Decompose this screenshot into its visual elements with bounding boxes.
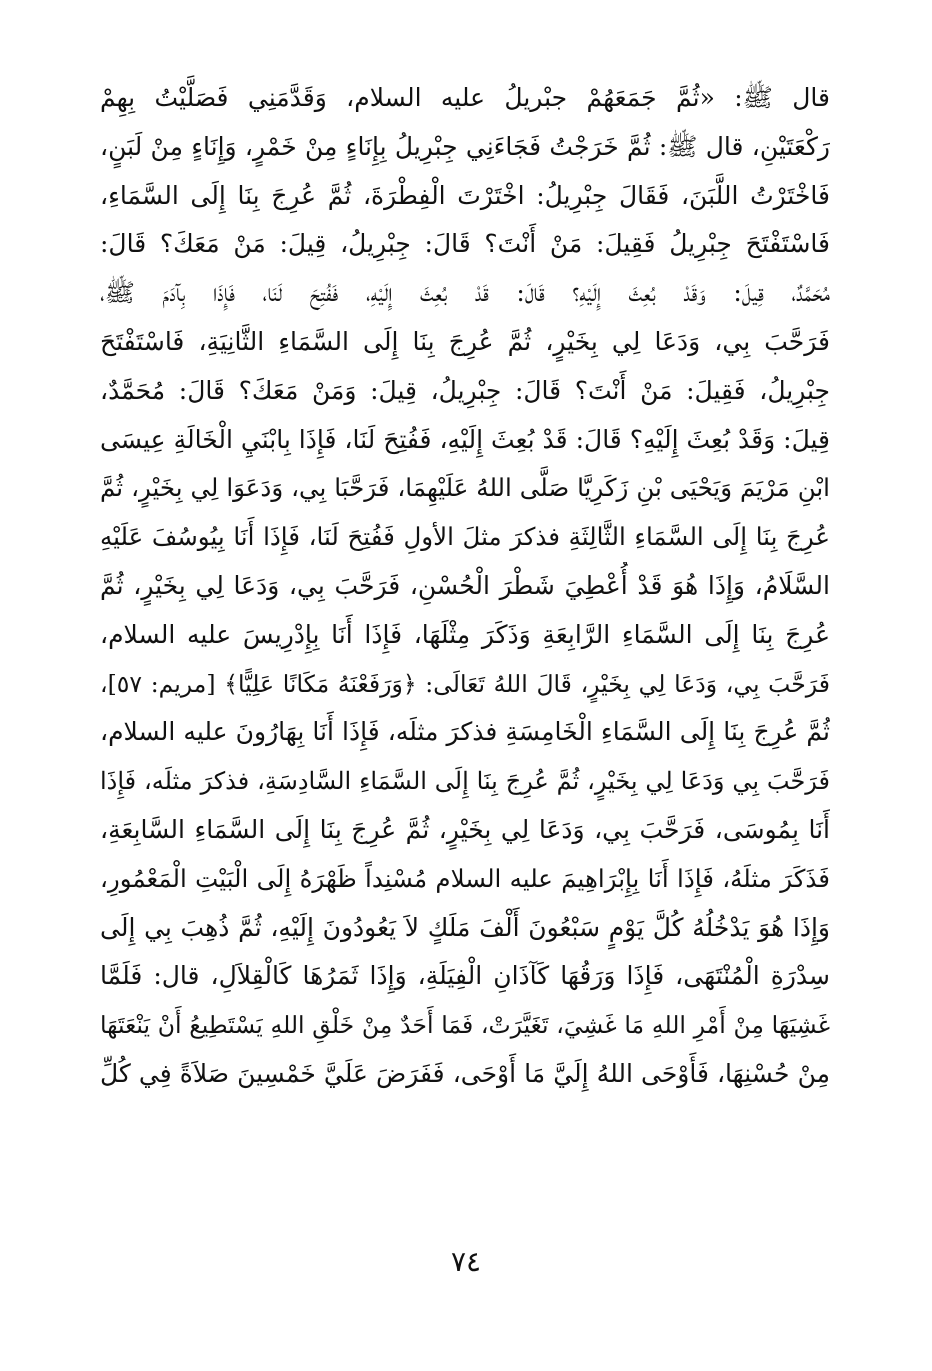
text-line: جِبْرِيلُ، فَقِيلَ: مَنْ أَنْتَ؟ قَالَ: جِبْرِيلُ، قِيلَ: وَمَنْ مَعَكَ؟ قَالَ: مُحَمَّدٌ، [100, 375, 830, 405]
text-line: فَاخْتَرْتُ اللَّبَنَ، فَقَالَ جِبْرِيلُ: اخْتَرْتَ الْفِطْرَةَ، ثُمَّ عُرِجَ بِنَا إِلَى السَّمَاءِ، [100, 180, 830, 210]
text-line: عُرِجَ بِنَا إِلَى السَّمَاءِ الرَّابِعَةِ وَذَكَرَ مِثْلَهَا، فَإِذَا أَنَا بِإِدْرِيسَ عليه السلام، [100, 619, 830, 649]
text-line: أَنَا بِمُوسَى، فَرَحَّبَ بِي، وَدَعَا لِي بِخَيْرٍ، ثُمَّ عُرِجَ بِنَا إِلَى السَّمَاءِ السَّابِعَةِ، [100, 814, 830, 844]
text-line: ابْنِ مَرْيَمَ وَيَحْيَى بْنِ زَكَرِيَّا صَلَّى اللهُ عَلَيْهِمَا، فَرَحَّبَا بِي، وَدَعَوَا لِي بِخَيْرٍ، ثُمَّ [100, 473, 830, 503]
text-line: مُحَمَّدٌ، قِيلَ: وَقَدْ بُعِثَ إِلَيْهِ؟ قَالَ: قَدْ بُعِثَ إِلَيْهِ، فَفُتِحَ لَنَا، فَإِذَا بِآدَمَ ﷺ، [100, 278, 830, 308]
text-line: رَكْعَتَيْنِ، قال ﷺ: ثُمَّ خَرَجْتُ فَجَاءَنِي جِبْرِيلُ بِإِنَاءٍ مِنْ خَمْرٍ، وَإِنَاءٍ مِنْ لَبَنٍ، [100, 131, 830, 161]
text-line: السَّلَامُ، وَإِذَا هُوَ قَدْ أُعْطِيَ شَطْرَ الْحُسْنِ، فَرَحَّبَ بِي، وَدَعَا لِي بِخَيْرٍ، ثُمَّ [100, 570, 830, 600]
text-line: ثُمَّ عُرِجَ بِنَا إِلَى السَّمَاءِ الْخَامِسَةِ فذكرَ مثلَه، فَإِذَا أَنَا بِهَارُونَ عليه السلام، [100, 717, 830, 747]
text-line: فَذَكَرَ مثلَهُ، فَإِذَا أَنَا بِإِبْرَاهِيمَ عليه السلام مُسْنِداً ظَهْرَهُ إِلَى الْبَيْتِ الْمَعْمُورِ، [100, 863, 830, 893]
body-text [100, 74, 830, 1099]
text-line: وَإِذَا هُوَ يَدْخُلُهُ كُلَّ يَوْمٍ سَبْعُونَ أَلْفَ مَلَكٍ لاَ يَعُودُونَ إِلَيْهِ، ثُمَّ ذُهِبَ بِي إِلَى [100, 912, 830, 942]
text-line: قِيلَ: وَقَدْ بُعِثَ إِلَيْهِ؟ قَالَ: قَدْ بُعِثَ إِلَيْهِ، فَفُتِحَ لَنَا، فَإِذَا بِابْنَيِ الْخَالَةِ عِيسَى [100, 424, 830, 454]
text-line: سِدْرَةِ الْمُنْتَهَى، فَإِذَا وَرَقُهَا كَآذَانِ الْفِيَلَةِ، وَإِذَا ثَمَرُهَا كَالْقِلاَلِ، قال: فَلَمَّا [100, 961, 830, 991]
text-line: قال ﷺ: «ثُمَّ جَمَعَهُمْ جبْريلُ عليه السلام، وَقَدَّمَنِي فَصَلَّيْتُ بِهِمْ [100, 83, 830, 112]
text-line: فَاسْتَفْتَحَ جِبْرِيلُ فَقِيلَ: مَنْ أَنْتَ؟ قَالَ: جِبْرِيلُ، قِيلَ: مَنْ مَعَكَ؟ قَالَ: [100, 229, 830, 259]
page-number: ٧٤ [450, 1245, 482, 1278]
text-line: عُرِجَ بِنَا إِلَى السَّمَاءِ الثَّالِثَةِ فذكرَ مثلَ الأولِ فَفُتِحَ لَنَا، فَإِذَا أَنَا بِيُوسُفَ عَلَيْهِ [100, 522, 830, 552]
text-line: غَشِيَهَا مِنْ أَمْرِ اللهِ مَا غَشِيَ، تَغَيَّرَتْ، فَمَا أَحَدٌ مِنْ خَلْقِ اللهِ يَسْتَطِيعُ أَنْ يَنْعَتَهَا [100, 1011, 830, 1040]
text-line: فَرَحَّبَ بِي وَدَعَا لِي بِخَيْرٍ، ثُمَّ عُرِجَ بِنَا إِلَى السَّمَاءِ السَّادِسَةِ، فذكرَ مثلَه، فَإِذَا [100, 767, 830, 796]
text-line: مِنْ حُسْنِهَا، فَأَوْحَى اللهُ إِلَيَّ مَا أَوْحَى، فَفَرَضَ عَلَيَّ خَمْسِينَ صَلاَةً فِي كُلِّ [100, 1058, 830, 1088]
text-line: فَرَحَّبَ بِي، وَدَعَا لِي بِخَيْرٍ، قَالَ اللهُ تَعَالَى: ﴿وَرَفَعْنَهُ مَكَانًا عَلِيًّا﴾ [مريم: ٥٧]، [100, 669, 830, 698]
text-line: فَرَحَّبَ بِي، وَدَعَا لِي بِخَيْرٍ، ثُمَّ عُرِجَ بِنَا إِلَى السَّمَاءِ الثَّانِيَةِ، فَاسْتَفْتَحَ [100, 326, 830, 356]
